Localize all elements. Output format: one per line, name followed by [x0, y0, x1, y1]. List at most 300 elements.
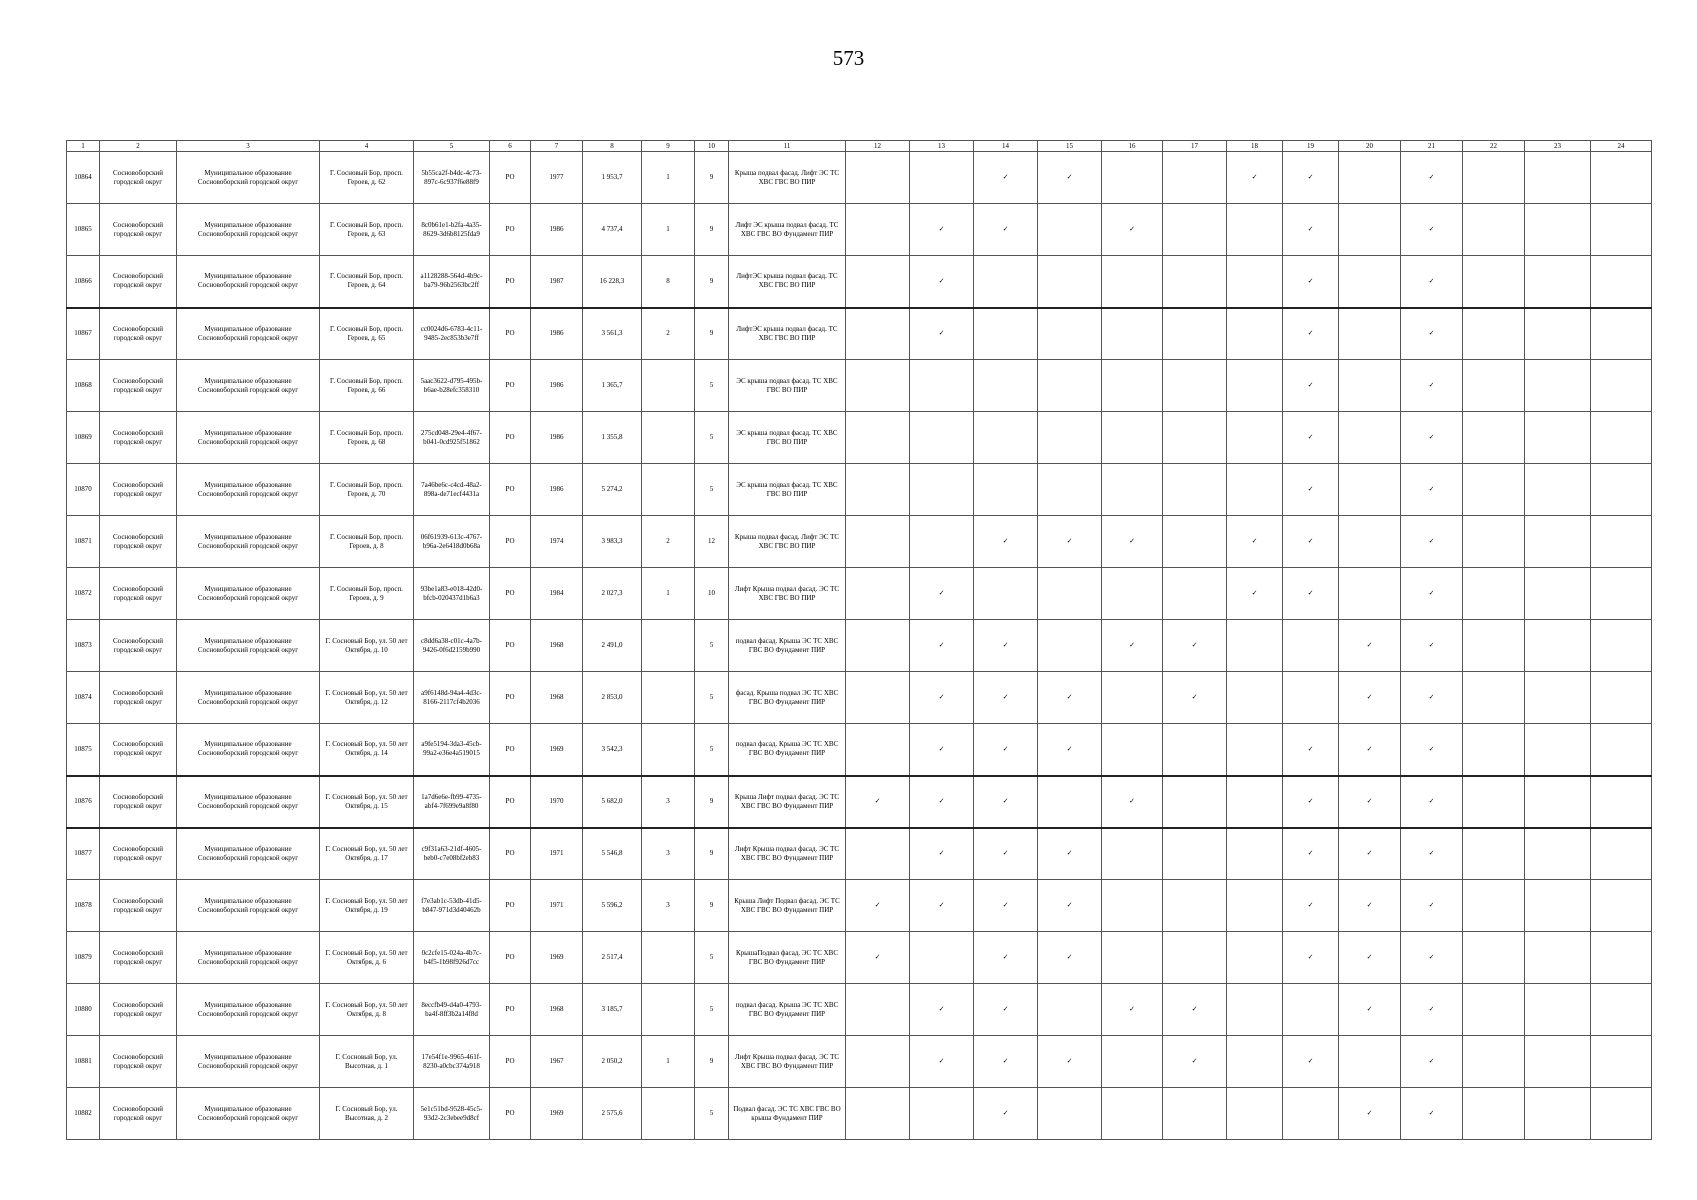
empty-cell: [1102, 568, 1163, 620]
row-id: 10874: [67, 672, 100, 724]
empty-cell: [1339, 1036, 1401, 1088]
checkmark-icon: ✓: [1283, 568, 1339, 620]
column-number-header: 1: [67, 141, 100, 152]
district-cell: Сосновоборский городской округ: [100, 828, 177, 880]
row-id: 10882: [67, 1088, 100, 1140]
floors-cell: 5: [695, 1088, 729, 1140]
empty-cell: [1463, 152, 1525, 204]
checkmark-icon: ✓: [1401, 828, 1463, 880]
checkmark-icon: ✓: [1339, 776, 1401, 828]
floors-cell: 5: [695, 984, 729, 1036]
address-cell: Г. Сосновый Бор, ул. 50 лет Октября, д. 15: [320, 776, 414, 828]
guid-cell: 275cd048-29e4-4f67-b041-0cd925f51862: [414, 412, 490, 464]
empty-cell: [1102, 412, 1163, 464]
checkmark-icon: ✓: [1401, 724, 1463, 776]
empty-cell: [1339, 360, 1401, 412]
year-cell: 1970: [531, 776, 583, 828]
district-cell: Сосновоборский городской округ: [100, 932, 177, 984]
empty-cell: [1525, 152, 1591, 204]
entrances-cell: [642, 672, 695, 724]
column-number-header: 23: [1525, 141, 1591, 152]
checkmark-icon: ✓: [1401, 152, 1463, 204]
empty-cell: [1102, 464, 1163, 516]
year-cell: 1974: [531, 516, 583, 568]
type-cell: РО: [490, 672, 531, 724]
checkmark-icon: ✓: [1283, 828, 1339, 880]
district-cell: Сосновоборский городской округ: [100, 1088, 177, 1140]
type-cell: РО: [490, 880, 531, 932]
floors-cell: 9: [695, 1036, 729, 1088]
empty-cell: [1038, 308, 1102, 360]
checkmark-icon: ✓: [910, 308, 974, 360]
checkmark-icon: ✓: [910, 568, 974, 620]
column-number-header: 10: [695, 141, 729, 152]
empty-cell: [1227, 620, 1283, 672]
column-number-header: 9: [642, 141, 695, 152]
checkmark-icon: ✓: [1163, 1036, 1227, 1088]
area-cell: 4 737,4: [583, 204, 642, 256]
empty-cell: [1463, 932, 1525, 984]
empty-cell: [846, 204, 910, 256]
empty-cell: [1163, 568, 1227, 620]
entrances-cell: 1: [642, 152, 695, 204]
empty-cell: [1163, 360, 1227, 412]
municipality-cell: Муниципальное образование Сосновоборский городской округ: [177, 984, 320, 1036]
empty-cell: [1163, 308, 1227, 360]
empty-cell: [1227, 256, 1283, 308]
empty-cell: [1525, 776, 1591, 828]
empty-cell: [1591, 724, 1652, 776]
area-cell: 2 575,6: [583, 1088, 642, 1140]
table-row: [67, 984, 1652, 1036]
municipality-cell: Муниципальное образование Сосновоборский городской округ: [177, 516, 320, 568]
empty-cell: [846, 724, 910, 776]
checkmark-icon: ✓: [1401, 932, 1463, 984]
empty-cell: [1463, 1036, 1525, 1088]
address-cell: Г. Сосновый Бор, просп. Героев, д. 9: [320, 568, 414, 620]
empty-cell: [846, 1036, 910, 1088]
empty-cell: [1339, 412, 1401, 464]
guid-cell: 17e54f1e-9965-461f-8230-a0cbc374a918: [414, 1036, 490, 1088]
empty-cell: [1339, 308, 1401, 360]
guid-cell: a1128288-564d-4b9c-ba79-96b2563bc2ff: [414, 256, 490, 308]
area-cell: 3 542,3: [583, 724, 642, 776]
checkmark-icon: ✓: [1401, 1088, 1463, 1140]
empty-cell: [910, 152, 974, 204]
district-cell: Сосновоборский городской округ: [100, 256, 177, 308]
entrances-cell: 3: [642, 828, 695, 880]
row-id: 10867: [67, 308, 100, 360]
entrances-cell: 3: [642, 776, 695, 828]
guid-cell: a9fe5194-3da3-45cb-99a2-e36e4a519015: [414, 724, 490, 776]
works-cell: ЛифтЭС крыша подвал фасад. ТС ХВС ГВС ВО ПИР: [729, 256, 846, 308]
works-cell: Лифт Крыша подвал фасад. ЭС ТС ХВС ГВС ВО Фундамент ПИР: [729, 1036, 846, 1088]
empty-cell: [1227, 984, 1283, 1036]
address-cell: Г. Сосновый Бор, ул. 50 лет Октября, д. 12: [320, 672, 414, 724]
area-cell: 16 228,3: [583, 256, 642, 308]
empty-cell: [846, 256, 910, 308]
municipality-cell: Муниципальное образование Сосновоборский городской округ: [177, 256, 320, 308]
empty-cell: [1525, 360, 1591, 412]
checkmark-icon: ✓: [1339, 984, 1401, 1036]
empty-cell: [1163, 152, 1227, 204]
empty-cell: [1525, 568, 1591, 620]
works-cell: подвал фасад. Крыша ЭС ТС ХВС ГВС ВО Фундамент ПИР: [729, 724, 846, 776]
checkmark-icon: ✓: [1283, 516, 1339, 568]
checkmark-icon: ✓: [1339, 932, 1401, 984]
empty-cell: [974, 464, 1038, 516]
checkmark-icon: ✓: [1401, 360, 1463, 412]
municipality-cell: Муниципальное образование Сосновоборский городской округ: [177, 724, 320, 776]
column-number-header: 19: [1283, 141, 1339, 152]
guid-cell: a9f6148d-94a4-4d3c-8166-2117cf4b2036: [414, 672, 490, 724]
empty-cell: [910, 516, 974, 568]
checkmark-icon: ✓: [1163, 672, 1227, 724]
empty-cell: [1463, 256, 1525, 308]
checkmark-icon: ✓: [974, 516, 1038, 568]
floors-cell: 10: [695, 568, 729, 620]
row-id: 10877: [67, 828, 100, 880]
year-cell: 1984: [531, 568, 583, 620]
table-row: [67, 672, 1652, 724]
year-cell: 1969: [531, 724, 583, 776]
municipality-cell: Муниципальное образование Сосновоборский городской округ: [177, 672, 320, 724]
floors-cell: 5: [695, 620, 729, 672]
empty-cell: [1227, 360, 1283, 412]
empty-cell: [1463, 724, 1525, 776]
empty-cell: [1525, 1088, 1591, 1140]
table-row: [67, 1036, 1652, 1088]
area-cell: 2 853,0: [583, 672, 642, 724]
municipality-cell: Муниципальное образование Сосновоборский городской округ: [177, 464, 320, 516]
area-cell: 5 274,2: [583, 464, 642, 516]
empty-cell: [846, 620, 910, 672]
checkmark-icon: ✓: [1283, 360, 1339, 412]
year-cell: 1986: [531, 412, 583, 464]
empty-cell: [1227, 412, 1283, 464]
column-number-row: [67, 141, 1652, 152]
empty-cell: [910, 464, 974, 516]
row-id: 10875: [67, 724, 100, 776]
checkmark-icon: ✓: [1401, 412, 1463, 464]
empty-cell: [1227, 828, 1283, 880]
type-cell: РО: [490, 620, 531, 672]
column-number-header: 21: [1401, 141, 1463, 152]
empty-cell: [1038, 776, 1102, 828]
year-cell: 1969: [531, 932, 583, 984]
checkmark-icon: ✓: [1401, 1036, 1463, 1088]
district-cell: Сосновоборский городской округ: [100, 1036, 177, 1088]
area-cell: 2 517,4: [583, 932, 642, 984]
empty-cell: [1463, 412, 1525, 464]
checkmark-icon: ✓: [846, 880, 910, 932]
empty-cell: [1102, 880, 1163, 932]
empty-cell: [1591, 672, 1652, 724]
type-cell: РО: [490, 412, 531, 464]
empty-cell: [1463, 880, 1525, 932]
municipality-cell: Муниципальное образование Сосновоборский городской округ: [177, 308, 320, 360]
empty-cell: [846, 152, 910, 204]
checkmark-icon: ✓: [1401, 308, 1463, 360]
table-row: [67, 412, 1652, 464]
checkmark-icon: ✓: [1283, 880, 1339, 932]
empty-cell: [1102, 256, 1163, 308]
empty-cell: [1227, 204, 1283, 256]
checkmark-icon: ✓: [974, 620, 1038, 672]
floors-cell: 5: [695, 932, 729, 984]
empty-cell: [1038, 464, 1102, 516]
empty-cell: [910, 1088, 974, 1140]
guid-cell: c8dd6a38-c01c-4a7b-9426-0f6d2159b990: [414, 620, 490, 672]
empty-cell: [1525, 620, 1591, 672]
floors-cell: 9: [695, 152, 729, 204]
empty-cell: [1591, 516, 1652, 568]
district-cell: Сосновоборский городской округ: [100, 568, 177, 620]
empty-cell: [1591, 1088, 1652, 1140]
area-cell: 1 365,7: [583, 360, 642, 412]
floors-cell: 9: [695, 776, 729, 828]
floors-cell: 12: [695, 516, 729, 568]
checkmark-icon: ✓: [974, 204, 1038, 256]
empty-cell: [1283, 984, 1339, 1036]
empty-cell: [1525, 308, 1591, 360]
district-cell: Сосновоборский городской округ: [100, 984, 177, 1036]
empty-cell: [1163, 412, 1227, 464]
column-number-header: 11: [729, 141, 846, 152]
district-cell: Сосновоборский городской округ: [100, 776, 177, 828]
row-id: 10876: [67, 776, 100, 828]
works-cell: Лифт Крыша подвал фасад. ЭС ТС ХВС ГВС ВО ПИР: [729, 568, 846, 620]
row-id: 10869: [67, 412, 100, 464]
empty-cell: [1102, 360, 1163, 412]
empty-cell: [1591, 204, 1652, 256]
checkmark-icon: ✓: [910, 724, 974, 776]
address-cell: Г. Сосновый Бор, просп. Героев, д. 64: [320, 256, 414, 308]
table-row: [67, 620, 1652, 672]
checkmark-icon: ✓: [1401, 672, 1463, 724]
empty-cell: [1591, 412, 1652, 464]
empty-cell: [1463, 204, 1525, 256]
type-cell: РО: [490, 152, 531, 204]
works-cell: Крыша подвал фасад. Лифт ЭС ТС ХВС ГВС ВО ПИР: [729, 516, 846, 568]
empty-cell: [1591, 828, 1652, 880]
empty-cell: [1102, 152, 1163, 204]
empty-cell: [1591, 984, 1652, 1036]
table-row: [67, 1088, 1652, 1140]
district-cell: Сосновоборский городской округ: [100, 412, 177, 464]
checkmark-icon: ✓: [1339, 620, 1401, 672]
municipality-cell: Муниципальное образование Сосновоборский городской округ: [177, 1036, 320, 1088]
district-cell: Сосновоборский городской округ: [100, 880, 177, 932]
district-cell: Сосновоборский городской округ: [100, 516, 177, 568]
district-cell: Сосновоборский городской округ: [100, 724, 177, 776]
column-number-header: 24: [1591, 141, 1652, 152]
type-cell: РО: [490, 828, 531, 880]
guid-cell: 0c2cfe15-024a-4b7c-b4f5-1b98f926d7cc: [414, 932, 490, 984]
district-cell: Сосновоборский городской округ: [100, 152, 177, 204]
empty-cell: [1591, 1036, 1652, 1088]
row-id: 10879: [67, 932, 100, 984]
entrances-cell: 1: [642, 1036, 695, 1088]
guid-cell: 5aac3622-d795-495b-b6ae-b28efc358310: [414, 360, 490, 412]
empty-cell: [1525, 724, 1591, 776]
empty-cell: [1525, 516, 1591, 568]
entrances-cell: [642, 932, 695, 984]
empty-cell: [846, 984, 910, 1036]
checkmark-icon: ✓: [1339, 724, 1401, 776]
empty-cell: [1525, 880, 1591, 932]
row-id: 10878: [67, 880, 100, 932]
empty-cell: [1163, 1088, 1227, 1140]
address-cell: Г. Сосновый Бор, просп. Героев, д. 70: [320, 464, 414, 516]
empty-cell: [1038, 1088, 1102, 1140]
checkmark-icon: ✓: [1401, 880, 1463, 932]
column-number-header: 17: [1163, 141, 1227, 152]
empty-cell: [1525, 256, 1591, 308]
area-cell: 2 050,2: [583, 1036, 642, 1088]
works-cell: подвал фасад. Крыша ЭС ТС ХВС ГВС ВО Фундамент ПИР: [729, 620, 846, 672]
checkmark-icon: ✓: [1283, 724, 1339, 776]
checkmark-icon: ✓: [1038, 724, 1102, 776]
empty-cell: [1038, 204, 1102, 256]
checkmark-icon: ✓: [846, 932, 910, 984]
checkmark-icon: ✓: [1401, 464, 1463, 516]
type-cell: РО: [490, 308, 531, 360]
entrances-cell: 1: [642, 204, 695, 256]
type-cell: РО: [490, 360, 531, 412]
column-number-header: 3: [177, 141, 320, 152]
checkmark-icon: ✓: [1038, 880, 1102, 932]
empty-cell: [1591, 360, 1652, 412]
column-number-header: 2: [100, 141, 177, 152]
table-body: [67, 152, 1652, 1140]
empty-cell: [846, 568, 910, 620]
empty-cell: [846, 516, 910, 568]
district-cell: Сосновоборский городской округ: [100, 204, 177, 256]
empty-cell: [1227, 672, 1283, 724]
empty-cell: [1339, 204, 1401, 256]
year-cell: 1977: [531, 152, 583, 204]
empty-cell: [1591, 464, 1652, 516]
row-id: 10868: [67, 360, 100, 412]
empty-cell: [974, 360, 1038, 412]
municipality-cell: Муниципальное образование Сосновоборский городской округ: [177, 568, 320, 620]
works-cell: ЭС крыша подвал фасад. ТС ХВС ГВС ВО ПИР: [729, 464, 846, 516]
empty-cell: [1463, 516, 1525, 568]
checkmark-icon: ✓: [1102, 984, 1163, 1036]
table-row: [67, 256, 1652, 308]
empty-cell: [846, 360, 910, 412]
column-number-header: 5: [414, 141, 490, 152]
empty-cell: [974, 256, 1038, 308]
checkmark-icon: ✓: [1283, 152, 1339, 204]
empty-cell: [1339, 152, 1401, 204]
checkmark-icon: ✓: [910, 828, 974, 880]
empty-cell: [1339, 516, 1401, 568]
checkmark-icon: ✓: [1401, 984, 1463, 1036]
empty-cell: [1163, 828, 1227, 880]
guid-cell: 93be1a83-e018-42d0-bfcb-020437d1b6a3: [414, 568, 490, 620]
empty-cell: [1163, 464, 1227, 516]
municipality-cell: Муниципальное образование Сосновоборский городской округ: [177, 776, 320, 828]
empty-cell: [910, 932, 974, 984]
year-cell: 1969: [531, 1088, 583, 1140]
guid-cell: c9f31a63-21df-4605-beb0-c7e08bf2eb83: [414, 828, 490, 880]
checkmark-icon: ✓: [1339, 1088, 1401, 1140]
empty-cell: [1163, 724, 1227, 776]
checkmark-icon: ✓: [1038, 152, 1102, 204]
checkmark-icon: ✓: [1339, 828, 1401, 880]
checkmark-icon: ✓: [1401, 516, 1463, 568]
empty-cell: [1102, 932, 1163, 984]
guid-cell: 06f61939-613c-4767-b96a-2e6418d0b68a: [414, 516, 490, 568]
floors-cell: 9: [695, 880, 729, 932]
entrances-cell: 8: [642, 256, 695, 308]
guid-cell: cc0024d6-6783-4c11-9485-2ec853b3e7ff: [414, 308, 490, 360]
checkmark-icon: ✓: [1038, 932, 1102, 984]
works-cell: фасад. Крыша подвал ЭС ТС ХВС ГВС ВО Фундамент ПИР: [729, 672, 846, 724]
type-cell: РО: [490, 1036, 531, 1088]
floors-cell: 5: [695, 360, 729, 412]
address-cell: Г. Сосновый Бор, ул. 50 лет Октября, д. 17: [320, 828, 414, 880]
empty-cell: [1163, 880, 1227, 932]
works-cell: Подвал фасад. ЭС ТС ХВС ГВС ВО крыша Фундамент ПИР: [729, 1088, 846, 1140]
checkmark-icon: ✓: [974, 828, 1038, 880]
checkmark-icon: ✓: [1283, 1036, 1339, 1088]
table-row: [67, 568, 1652, 620]
column-number-header: 20: [1339, 141, 1401, 152]
empty-cell: [1163, 932, 1227, 984]
empty-cell: [1591, 308, 1652, 360]
column-number-header: 8: [583, 141, 642, 152]
year-cell: 1968: [531, 984, 583, 1036]
table-row: [67, 828, 1652, 880]
empty-cell: [1227, 1088, 1283, 1140]
address-cell: Г. Сосновый Бор, просп. Героев, д. 62: [320, 152, 414, 204]
housing-registry-table: [66, 140, 1652, 1140]
row-id: 10864: [67, 152, 100, 204]
empty-cell: [1102, 308, 1163, 360]
type-cell: РО: [490, 464, 531, 516]
type-cell: РО: [490, 568, 531, 620]
checkmark-icon: ✓: [1283, 412, 1339, 464]
empty-cell: [1525, 1036, 1591, 1088]
empty-cell: [974, 568, 1038, 620]
year-cell: 1968: [531, 672, 583, 724]
empty-cell: [1525, 412, 1591, 464]
checkmark-icon: ✓: [910, 256, 974, 308]
table-row: [67, 360, 1652, 412]
area-cell: 2 491,0: [583, 620, 642, 672]
checkmark-icon: ✓: [910, 984, 974, 1036]
empty-cell: [1038, 360, 1102, 412]
empty-cell: [1591, 256, 1652, 308]
checkmark-icon: ✓: [910, 880, 974, 932]
empty-cell: [1038, 412, 1102, 464]
works-cell: Крыша подвал фасад. Лифт ЭС ТС ХВС ГВС ВО ПИР: [729, 152, 846, 204]
empty-cell: [1163, 256, 1227, 308]
checkmark-icon: ✓: [1038, 672, 1102, 724]
municipality-cell: Муниципальное образование Сосновоборский городской округ: [177, 412, 320, 464]
entrances-cell: [642, 412, 695, 464]
checkmark-icon: ✓: [1401, 776, 1463, 828]
type-cell: РО: [490, 932, 531, 984]
checkmark-icon: ✓: [1102, 204, 1163, 256]
table-row: [67, 724, 1652, 776]
empty-cell: [1227, 776, 1283, 828]
empty-cell: [1227, 308, 1283, 360]
checkmark-icon: ✓: [910, 204, 974, 256]
